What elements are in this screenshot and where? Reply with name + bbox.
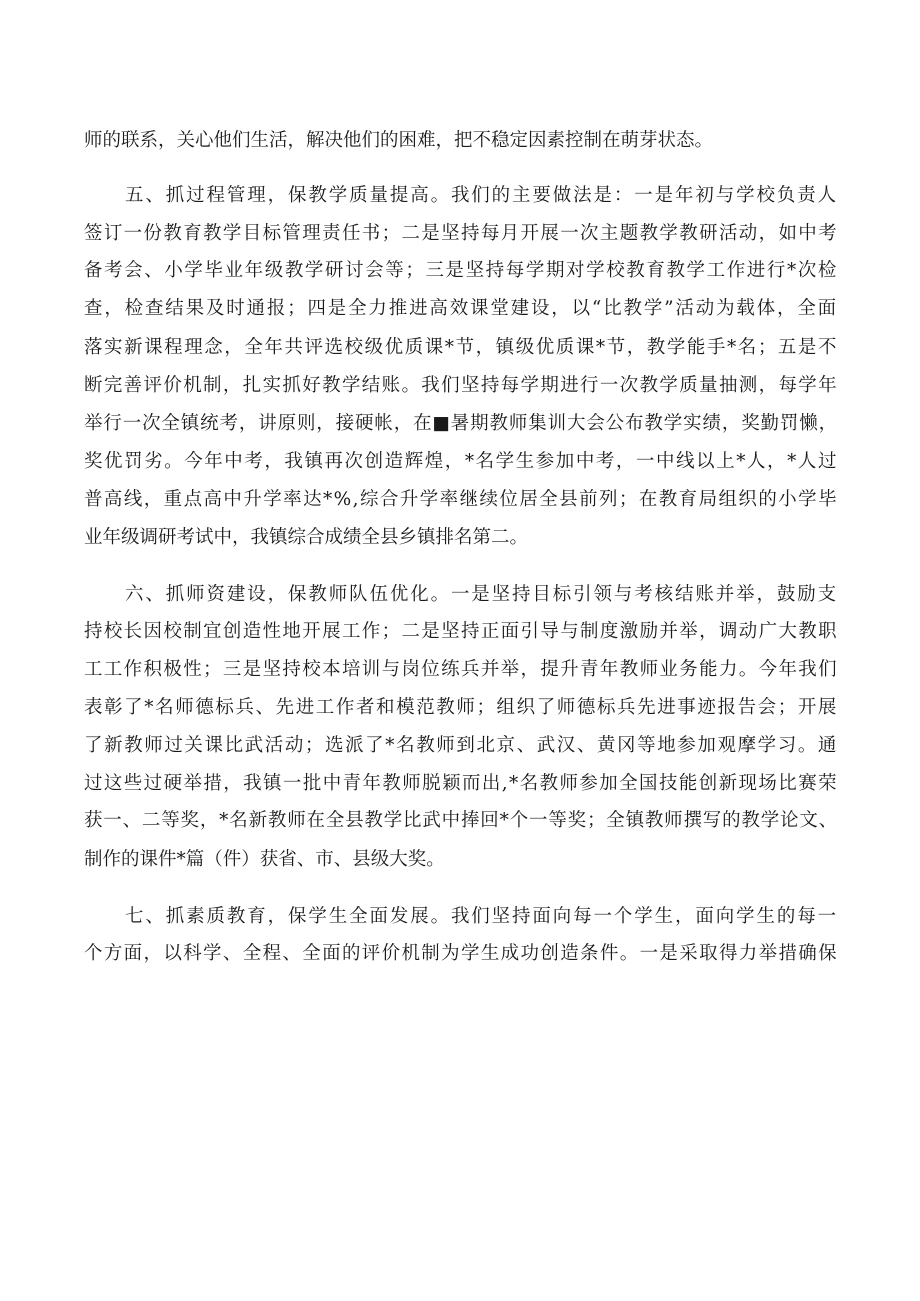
text-line: 七、抓素质教育，保学生全面发展。我们坚持面向每一个学生，面向学生的每一	[125, 906, 838, 927]
text-line: 签订一份教育教学目标管理责任书；二是坚持每月开展一次主题教学教研活动，如中考	[84, 223, 838, 244]
text-line: 个方面，以科学、全程、全面的评价机制为学生成功创造条件。一是采取得力举措确保	[84, 943, 838, 964]
text-line: 五、抓过程管理，保教学质量提高。我们的主要做法是：一是年初与学校负责人	[125, 185, 838, 206]
text-line: 表彰了*名师德标兵、先进工作者和模范教师；组织了师德标兵先进事迹报告会；开展	[84, 697, 838, 718]
text-line: 获一、二等奖，*名新教师在全县教学比武中捧回*个一等奖；全镇教师撰写的教学论文、	[84, 810, 838, 831]
text-line: 六、抓师资建设，保教师队伍优化。一是坚持目标引领与考核结账并举，鼓励支	[125, 584, 838, 605]
text-line: 举行一次全镇统考，讲原则，接硬帐，在■暑期教师集训大会公布教学实绩，奖勤罚懒，	[84, 413, 838, 434]
text-line: 落实新课程理念，全年共评选校级优质课*节，镇级优质课*节，教学能手*名；五是不	[84, 337, 838, 358]
text-line: 持校长因校制宜创造性地开展工作；二是坚持正面引导与制度激励并举，调动广大教职	[84, 621, 838, 642]
text-line: 业年级调研考试中，我镇综合成绩全县乡镇排名第二。	[84, 527, 529, 548]
text-line: 了新教师过关课比武活动；选派了*名教师到北京、武汉、黄冈等地参加观摩学习。通	[84, 735, 838, 756]
text-line: 过这些过硬举措，我镇一批中青年教师脱颖而出,*名教师参加全国技能创新现场比赛荣	[84, 773, 838, 794]
text-line: 制作的课件*篇（件）获省、市、县级大奖。	[84, 849, 445, 870]
text-line: 查，检查结果及时通报；四是全力推进高效课堂建设，以“比教学”活动为载体，全面	[84, 298, 838, 319]
text-line: 师的联系，关心他们生活，解决他们的困难，把不稳定因素控制在萌芽状态。	[84, 130, 714, 151]
text-line: 备考会、小学毕业年级教学研讨会等；三是坚持每学期对学校教育教学工作进行*次检	[84, 260, 838, 281]
text-line: 断完善评价机制，扎实抓好教学结账。我们坚持每学期进行一次教学质量抽测，每学年	[84, 375, 838, 396]
text-line: 奖优罚劣。今年中考，我镇再次创造辉煌，*名学生参加中考，一中线以上*人，*人过	[84, 451, 838, 472]
text-line: 工工作积极性；三是坚持校本培训与岗位练兵并举，提升青年教师业务能力。今年我们	[84, 659, 838, 680]
text-line: 普高线，重点高中升学率达*%,综合升学率继续位居全县前列；在教育局组织的小学毕	[84, 489, 838, 510]
